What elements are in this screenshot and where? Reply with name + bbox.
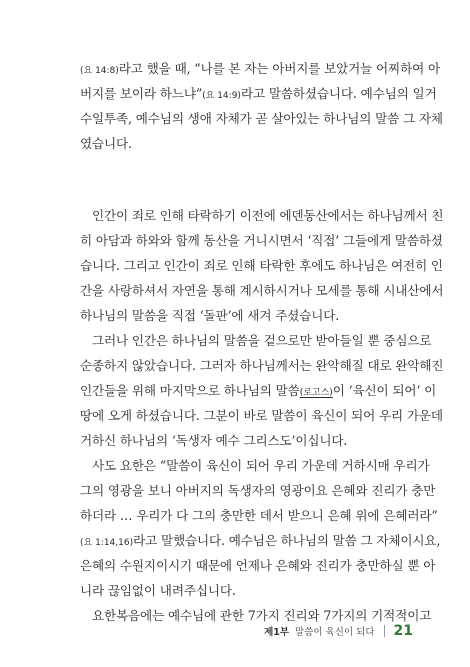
text-segment: 니라 끊임없이 내려주십니다.	[80, 583, 236, 598]
text-segment: 땅에 오게 하셨습니다. 그분이 바로 말씀이 육신이 되어 우리 가운데	[80, 408, 443, 423]
text-line	[80, 328, 432, 353]
text-segment: 그러나 인간은 하나님의 말씀을 겉으로만 받아들일 뿐 중심으로	[92, 333, 432, 348]
text-line	[80, 56, 440, 81]
text-segment: 라고 했을 때, “나를 본 자는 아버지를 보았거늘 어찌하여 아	[118, 61, 440, 76]
text-line	[80, 203, 444, 228]
paragraph	[80, 328, 444, 453]
text-segment: 하더라 … 우리가 다 그의 충만한 데서 받으니 은혜 위에 은혜러라”	[80, 508, 438, 523]
text-segment: 라고 말씀하셨습니다. 예수님의 일거	[240, 86, 437, 101]
text-line	[80, 81, 437, 106]
text-segment: 요한복음에는 예수님에 관한 7가지 진리와 7가지의 기적적이고	[92, 608, 432, 623]
text-segment: 수일투족, 예수님의 생애 자체가 곧 살아있는 하나님의 말씀 그 자체	[80, 111, 443, 126]
text-block-main	[80, 203, 444, 628]
text-segment: 순종하지 않았습니다. 그러자 하나님께서는 완악해질 대로 완악해진	[80, 358, 444, 373]
text-line	[80, 403, 443, 428]
text-segment: 거하신 하나님의 ‘독생자 예수 그리스도’이십니다.	[80, 433, 348, 448]
text-segment: 간을 사랑하셔서 자연을 통해 계시하시거나 모세를 통해 시내산에서	[80, 283, 444, 298]
text-line	[80, 528, 441, 553]
citation-text: (요 14:9)	[202, 91, 241, 101]
text-segment: 라고 말했습니다. 예수님은 하나님의 말씀 그 자체이시요,	[133, 533, 441, 548]
text-line	[80, 478, 436, 503]
text-line	[80, 278, 444, 303]
text-segment: 인간들을 위해 마지막으로 하나님의 말씀	[80, 383, 300, 398]
text-line	[80, 353, 444, 378]
text-segment: 였습니다.	[80, 136, 132, 151]
text-segment: 하나님의 말씀을 직접 ‘돌판’에 새겨 주셨습니다.	[80, 308, 340, 323]
paragraph	[80, 203, 444, 328]
text-line	[80, 378, 437, 403]
text-segment: 사도 요한은 “말씀이 육신이 되어 우리 가운데 거하시매 우리가	[92, 458, 430, 473]
text-segment: 이 ‘육신이 되어’ 이	[332, 383, 437, 398]
text-line	[80, 228, 443, 253]
text-line	[80, 453, 430, 478]
text-line	[80, 428, 402, 453]
citation-text: (요 14:8)	[80, 66, 119, 76]
text-block-top	[80, 56, 443, 156]
citation-text: (요 1:14,16)	[80, 538, 134, 548]
paragraph	[80, 453, 441, 603]
text-segment: 히 아담과 하와와 함께 동산을 거니시면서 ‘직접’ 그들에게 말씀하셨	[80, 233, 443, 248]
page-footer	[264, 621, 413, 641]
text-line	[80, 131, 402, 156]
text-segment: 인간이 죄로 인해 타락하기 이전에 에덴동산에서는 하나님께서 친	[92, 208, 444, 223]
text-segment: 습니다. 그리고 인간이 죄로 인해 타락한 후에도 하나님은 여전히 인	[80, 258, 443, 273]
paragraph	[80, 56, 443, 156]
text-segment: 은혜의 수원지이시기 때문에 언제나 은혜와 진리가 충만하실 뿐 아	[80, 558, 436, 573]
footer-divider	[384, 625, 385, 637]
footer-chapter-title: 말씀이 육신이 되다	[295, 627, 375, 638]
citation-text: (로고스)	[299, 388, 333, 398]
text-line	[80, 553, 436, 578]
text-line	[80, 303, 402, 328]
text-line	[80, 253, 443, 278]
text-line	[80, 106, 443, 131]
footer-part-label: 제1부	[264, 627, 290, 638]
page-number: 21	[393, 623, 413, 639]
text-line	[80, 503, 438, 528]
text-segment: 그의 영광을 보니 아버지의 독생자의 영광이요 은혜와 진리가 충만	[80, 483, 436, 498]
text-line	[80, 578, 402, 603]
text-segment: 버지를 보이라 하느냐”	[80, 86, 203, 101]
